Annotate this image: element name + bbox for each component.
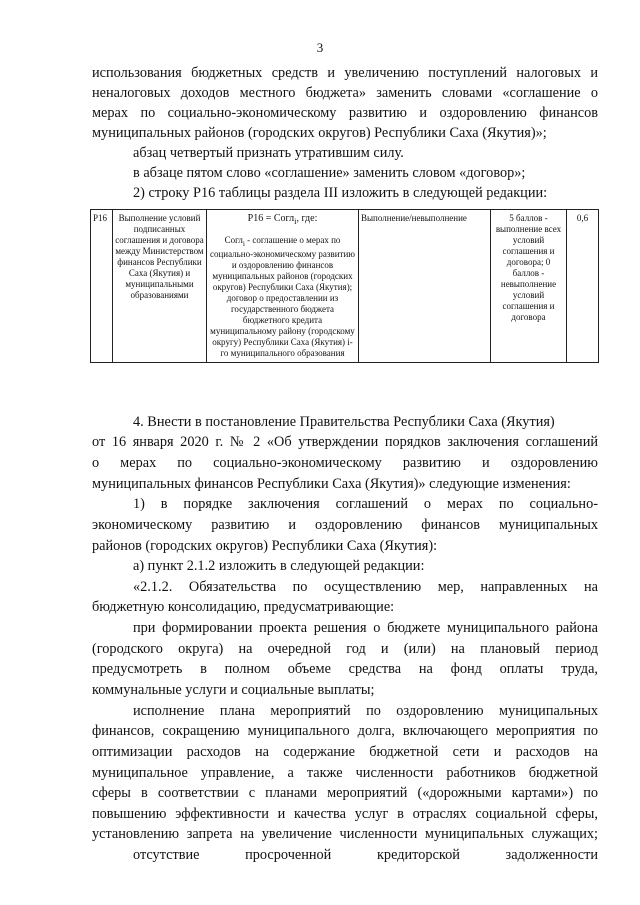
text-line: 1) в порядке заключения соглашений о мерах по социально- [133,496,598,512]
text-line: а) пункт 2.1.2 изложить в следующей редакции: [133,558,425,574]
text-line: о мерах по социально-экономическому развитию и оздоровлению [92,455,598,471]
text-line: экономическому развитию и оздоровлению финансов муниципальных [92,517,598,533]
text-line: при формировании проекта решения о бюджете муниципального района [133,620,598,636]
text-line: «2.1.2. Обязательства по осуществлению мер, направленных на [133,579,598,595]
text-line: неналоговых доходов местного бюджета» заменить словами «соглашение о [92,85,598,101]
text-line: абзац четвертый признать утратившим силу. [133,145,404,161]
formula-description: Согл$_i$ - соглашение о мерах по социально-экономическому развитию и оздоровлению финансов муниципальных районов (городских округов) Республики Саха (Якутия); договор о предоставлении из государственного бюджета бюджетного кредита муниципальному району (городскому округу) Республики Саха (Якутия) i-го муниципального образования [209,235,356,358]
text-line: муниципальных финансов Республики Саха (Якутия)» следующие изменения: [92,476,571,492]
formula-cell [207,210,359,363]
text-line: предусмотреть в полном объеме средства на фонд оплаты труда, [92,661,598,677]
text-line: оптимизации расходов на содержание бюджетной сети и расходов на [92,744,598,760]
text-line: использования бюджетных средств и увеличению поступлений налоговых и [92,65,598,81]
text-line: муниципальное управление, а также численности работников бюджетной [92,765,598,781]
text-line: исполнение плана мероприятий по оздоровлению муниципальных [133,703,598,719]
text-line: районов (городских округов) Республики Саха (Якутия): [92,538,438,554]
table-row [91,210,599,363]
text-line: повышению эффективности и качества услуг в отраслях социальной сферы, [92,806,598,822]
text-line: коммунальные услуги и социальные выплаты; [92,682,375,698]
indicator-name: Выполнение условий подписанных соглашения и договора между Министерством финансов Республики Саха (Якутия) и муниципальными образованиями [113,210,207,363]
weight: 0,6 [567,210,599,363]
indicator-table [90,209,599,363]
text-line: сферы в соответствии с планами мероприятий («дорожными картами») по [92,785,598,801]
score: 5 баллов - выполнение всех условий соглашения и договора; 0 баллов - невыполнение условий соглашения и договора [491,210,567,363]
text-line: от 16 января 2020 г. № 2 «Об утверждении порядков заключения соглашений [92,434,598,450]
text-line: 4. Внести в постановление Правительства Республики Саха (Якутия) [133,414,555,430]
criterion: Выполнение/невыполнение [359,210,491,363]
text-line: бюджетную консолидацию, предусматривающие: [92,599,395,615]
text-line: финансов, сокращению муниципального долга, включающего мероприятия по [92,723,598,739]
text-line: муниципальных районов (городских округов) Республики Саха (Якутия)»; [92,125,547,141]
text-line: (городского округа) на очередной год и (или) на плановый период [92,641,598,657]
text-line: 2) строку Р16 таблицы раздела III изложить в следующей редакции: [133,185,548,201]
text-line: в абзаце пятом слово «соглашение» заменить словом «договор»; [133,165,526,181]
text-line: установлению запрета на увеличение численности муниципальных служащих; [92,826,598,842]
text-line: мерах по социально-экономическому развитию и оздоровлению финансов [92,105,598,121]
page-number: 3 [316,40,324,55]
text-line: отсутствие просроченной кредиторской задолженности [133,847,598,863]
row-code: Р16 [91,210,113,363]
formula: Р16 = Согл$_i$, где: [247,213,318,226]
